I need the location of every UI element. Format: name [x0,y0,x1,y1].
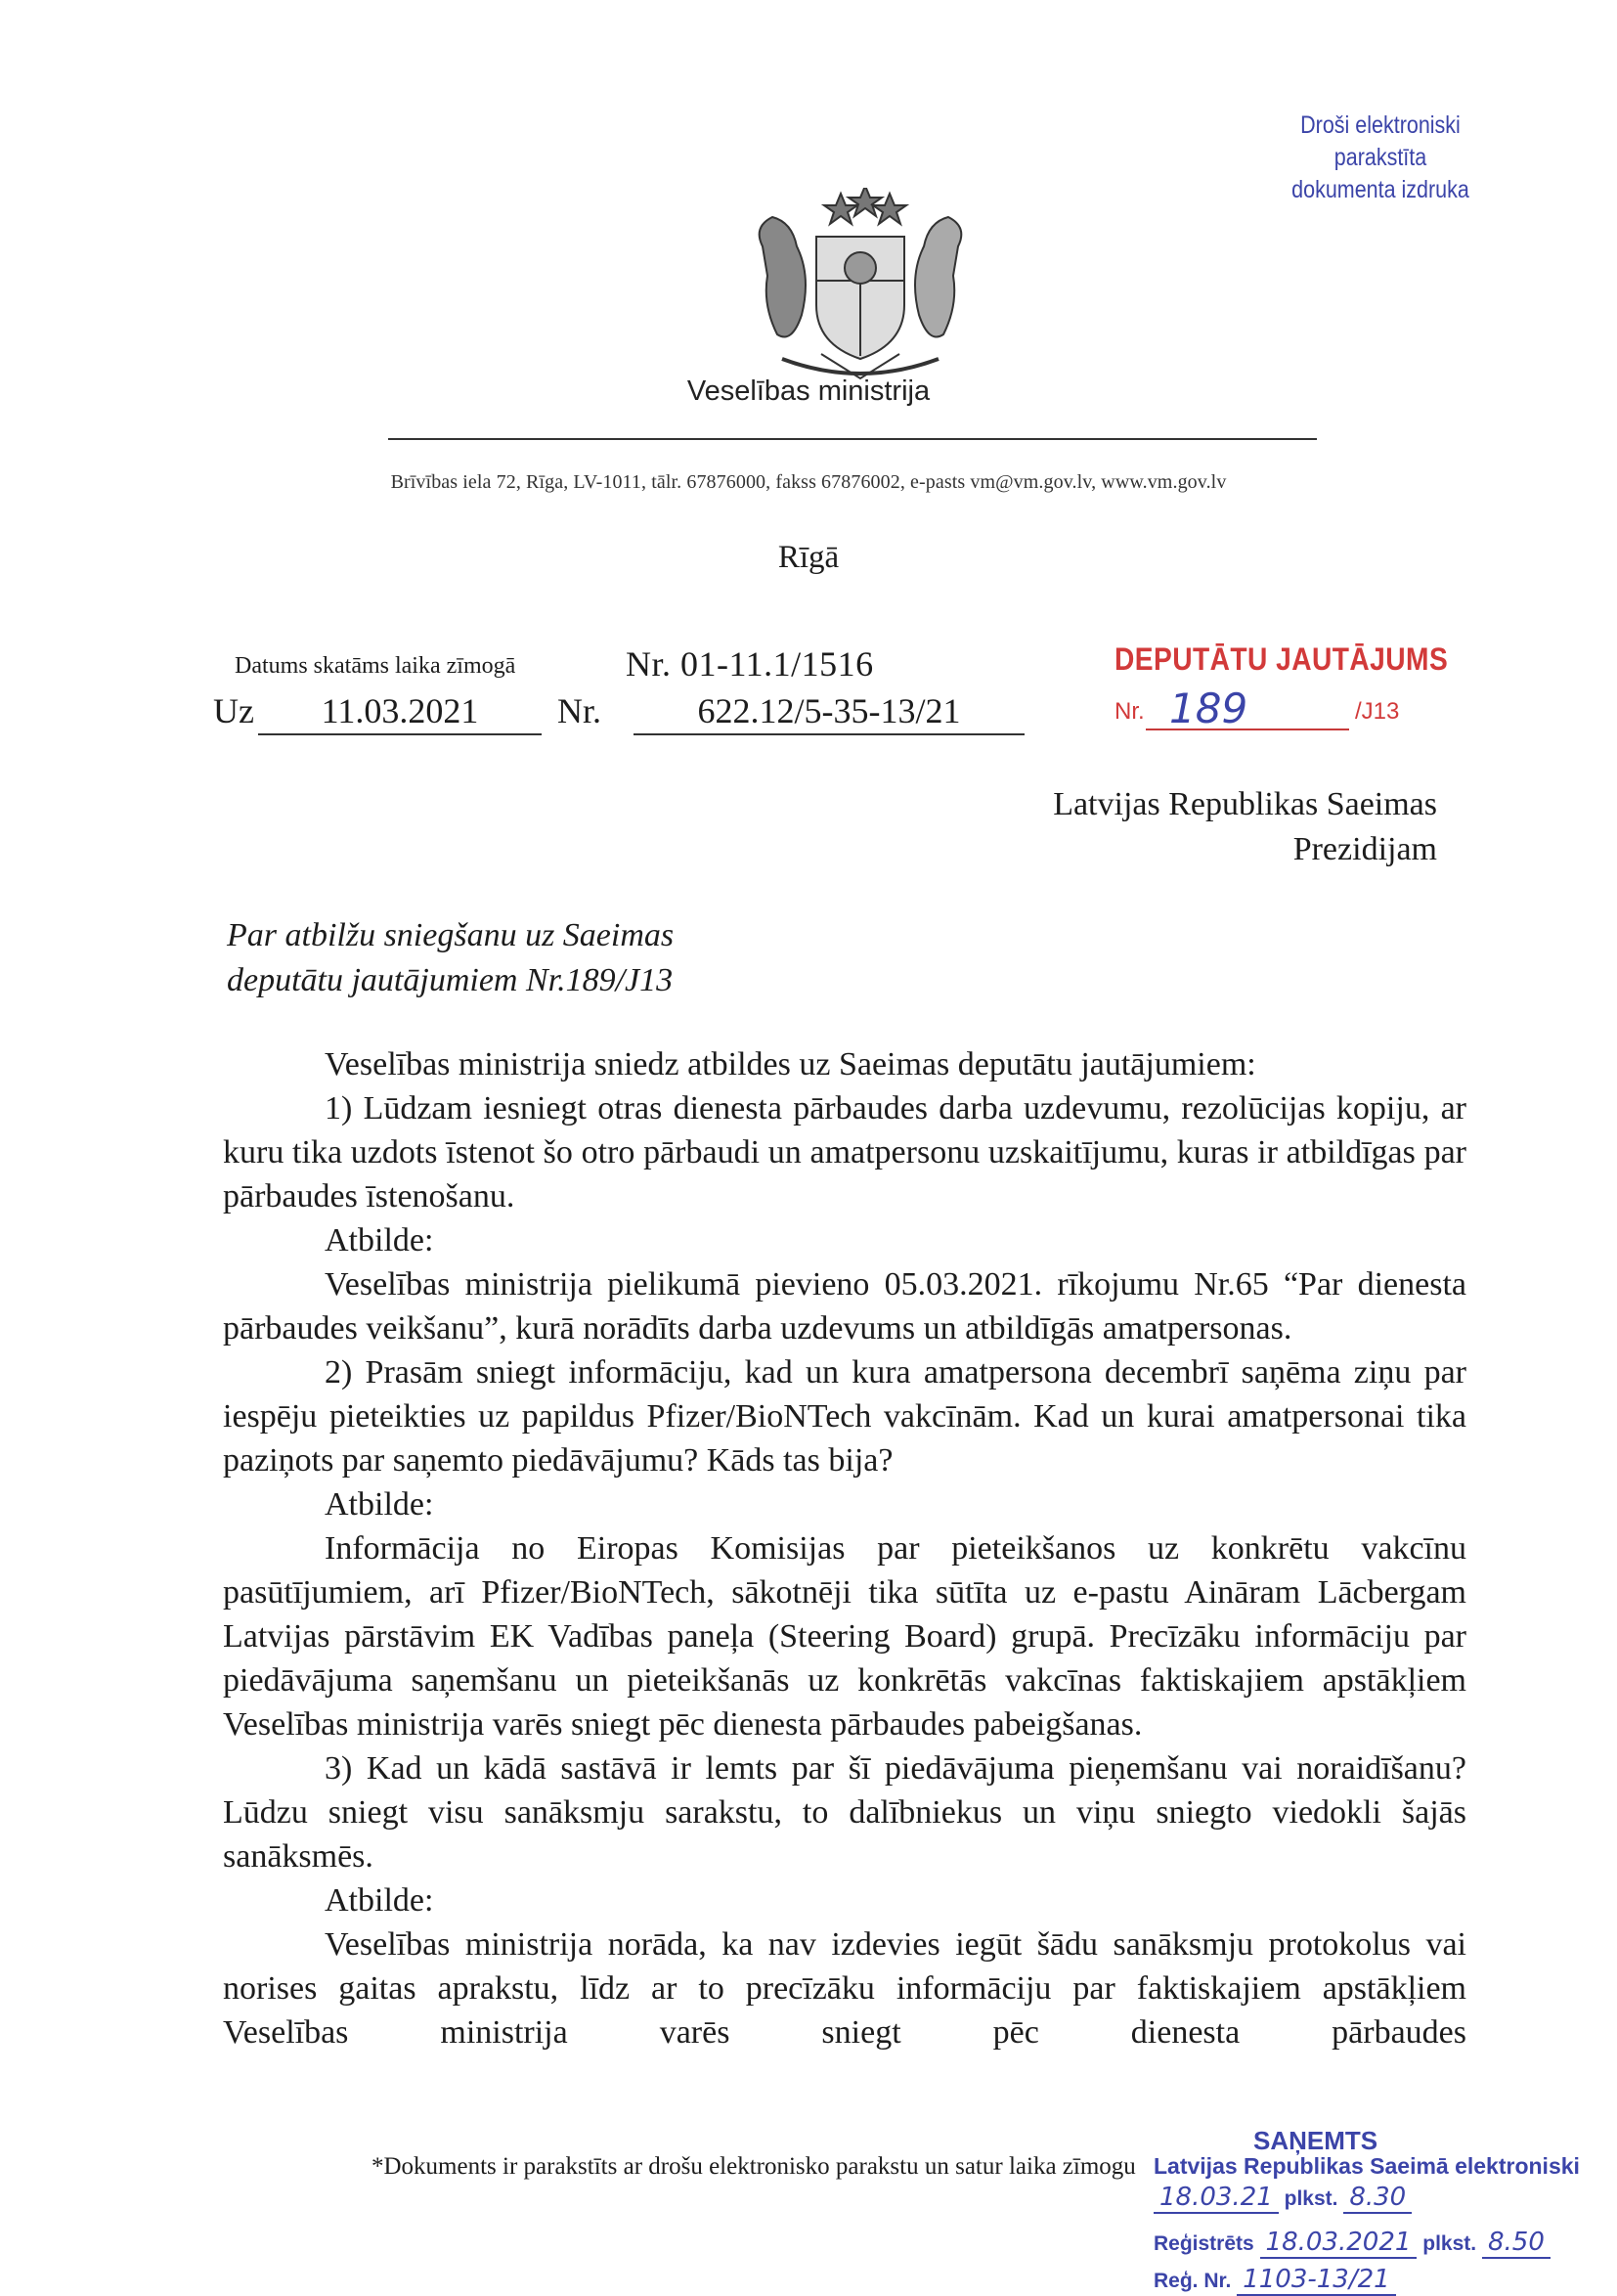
registered-row [1154,2228,1551,2257]
reg-nr-label: Reģ. Nr. [1154,2270,1232,2292]
incoming-number: 622.12/5-35-13/21 [634,690,1025,735]
answer-3-label: Atbilde: [325,1882,434,1919]
answer-1: Veselības ministrija pielikumā pievieno 05.03.2021. rīkojumu Nr.65 “Par dienesta pārbaudes veikšanu”, kurā norādīts darba uzdevums un atbildīgās amatpersonas. [223,1266,1466,1347]
deputy-stamp-number: 189 [1169,684,1248,732]
reg-nr: 1103-13/21 [1237,2265,1395,2296]
uz-label: Uz [213,691,254,730]
incoming-date: 11.03.2021 [258,690,542,735]
ministry-address: Brīvības iela 72, Rīga, LV-1011, tālr. 67876000, fakss 67876002, e-pasts vm@vm.gov.lv, www.vm.gov.lv [390,471,1227,493]
outgoing-number: Nr. 01-11.1/1516 [626,644,874,684]
question-1: 1) Lūdzam iesniegt otras dienesta pārbaudes darba uzdevumu, rezolūcijas kopiju, ar kuru tika uzdots īstenot šo otro pārbaudi un amatpersonu uzskaitījumu, kuras ir atbildīgas par pārbaudes īstenošanu. [223,1090,1466,1214]
subject-line1: Par atbilžu sniegšanu uz Saeimas [227,917,675,953]
deputy-stamp-suffix: /J13 [1355,698,1400,725]
addressee-line1: Latvijas Republikas Saeimas [1053,786,1437,822]
coat-of-arms-icon [723,188,997,383]
ministry-name: Veselības ministrija [686,375,931,407]
city: Rīgā [777,540,840,575]
deputy-question-stamp-title: DEPUTĀTU JAUTĀJUMS [1114,641,1449,677]
header-divider [388,438,1317,440]
reg-nr-row [1154,2265,1396,2294]
intro-paragraph: Veselības ministrija sniedz atbildes uz Saeimas deputātu jautājumiem: [325,1046,1256,1082]
received-time: 8.30 [1343,2183,1412,2214]
registered-date: 18.03.2021 [1260,2228,1418,2259]
footer-note: *Dokuments ir parakstīts ar drošu elektronisko parakstu un satur laika zīmogu [371,2153,1136,2180]
registered-label: Reģistrēts [1154,2232,1254,2255]
registered-time-label: plkst. [1422,2232,1477,2255]
e-signature-stamp-line1: Droši elektroniski parakstīta [1300,111,1461,171]
subject-line2: deputātu jautājumiem Nr.189/J13 [227,962,674,998]
answer-2-label: Atbilde: [325,1486,434,1523]
received-row [1154,2183,1412,2212]
deputy-stamp-nr-label: Nr. [1114,698,1145,725]
received-stamp-line1: Latvijas Republikas Saeimā elektroniski [1154,2153,1580,2179]
e-signature-stamp [1254,110,1507,206]
received-date: 18.03.21 [1154,2183,1279,2214]
subject [227,913,674,1003]
registered-time: 8.50 [1482,2228,1551,2259]
question-3: 3) Kad un kādā sastāvā ir lemts par šī piedāvājuma pieņemšanu vai noraidīšanu? Lūdzu sniegt visu sanāksmju sarakstu, to dalībniekus un viņu sniegto viedokli šajās sanāksmēs. [223,1750,1466,1875]
addressee [880,782,1437,872]
e-signature-stamp-line2: dokumenta izdruka [1291,176,1469,203]
received-time-label: plkst. [1284,2187,1338,2210]
letter-body [223,1042,1466,2054]
addressee-line2: Prezidijam [1292,831,1437,867]
answer-2: Informācija no Eiropas Komisijas par pieteikšanos uz konkrētu vakcīnu pasūtījumiem, arī Pfizer/BioNTech, sākotnēji tika sūtīta uz e-pastu Aināram Lācbergam Latvijas pārstāvim EK Vadības paneļa (Steering Board) grupā. Precīzāku informāciju par piedāvājuma saņemšanu un pieteikšanās uz konkrētās vakcīnas faktiskajiem apstākļiem Veselības ministrija varēs sniegt pēc dienesta pārbaudes pabeigšanas. [223,1530,1466,1743]
incoming-number-label: Nr. [557,691,601,730]
answer-3: Veselības ministrija norāda, ka nav izdevies iegūt šādu sanāksmju protokolus vai norises gaitas aprakstu, līdz ar to precīzāku informāciju par faktiskajiem apstākļiem Veselības ministrija varēs sniegt pēc dienesta pārbaudes [223,1926,1466,2051]
received-stamp-title: SAŅEMTS [1253,2126,1378,2155]
question-2: 2) Prasām sniegt informāciju, kad un kura amatpersona decembrī saņēma ziņu par iespēju pieteikties uz papildus Pfizer/BioNTech vakcīnām. Kad un kurai amatpersonai tika paziņots par saņemto piedāvājumu? Kāds tas bija? [223,1354,1466,1479]
answer-1-label: Atbilde: [325,1222,434,1258]
date-note: Datums skatāms laika zīmogā [235,653,516,679]
